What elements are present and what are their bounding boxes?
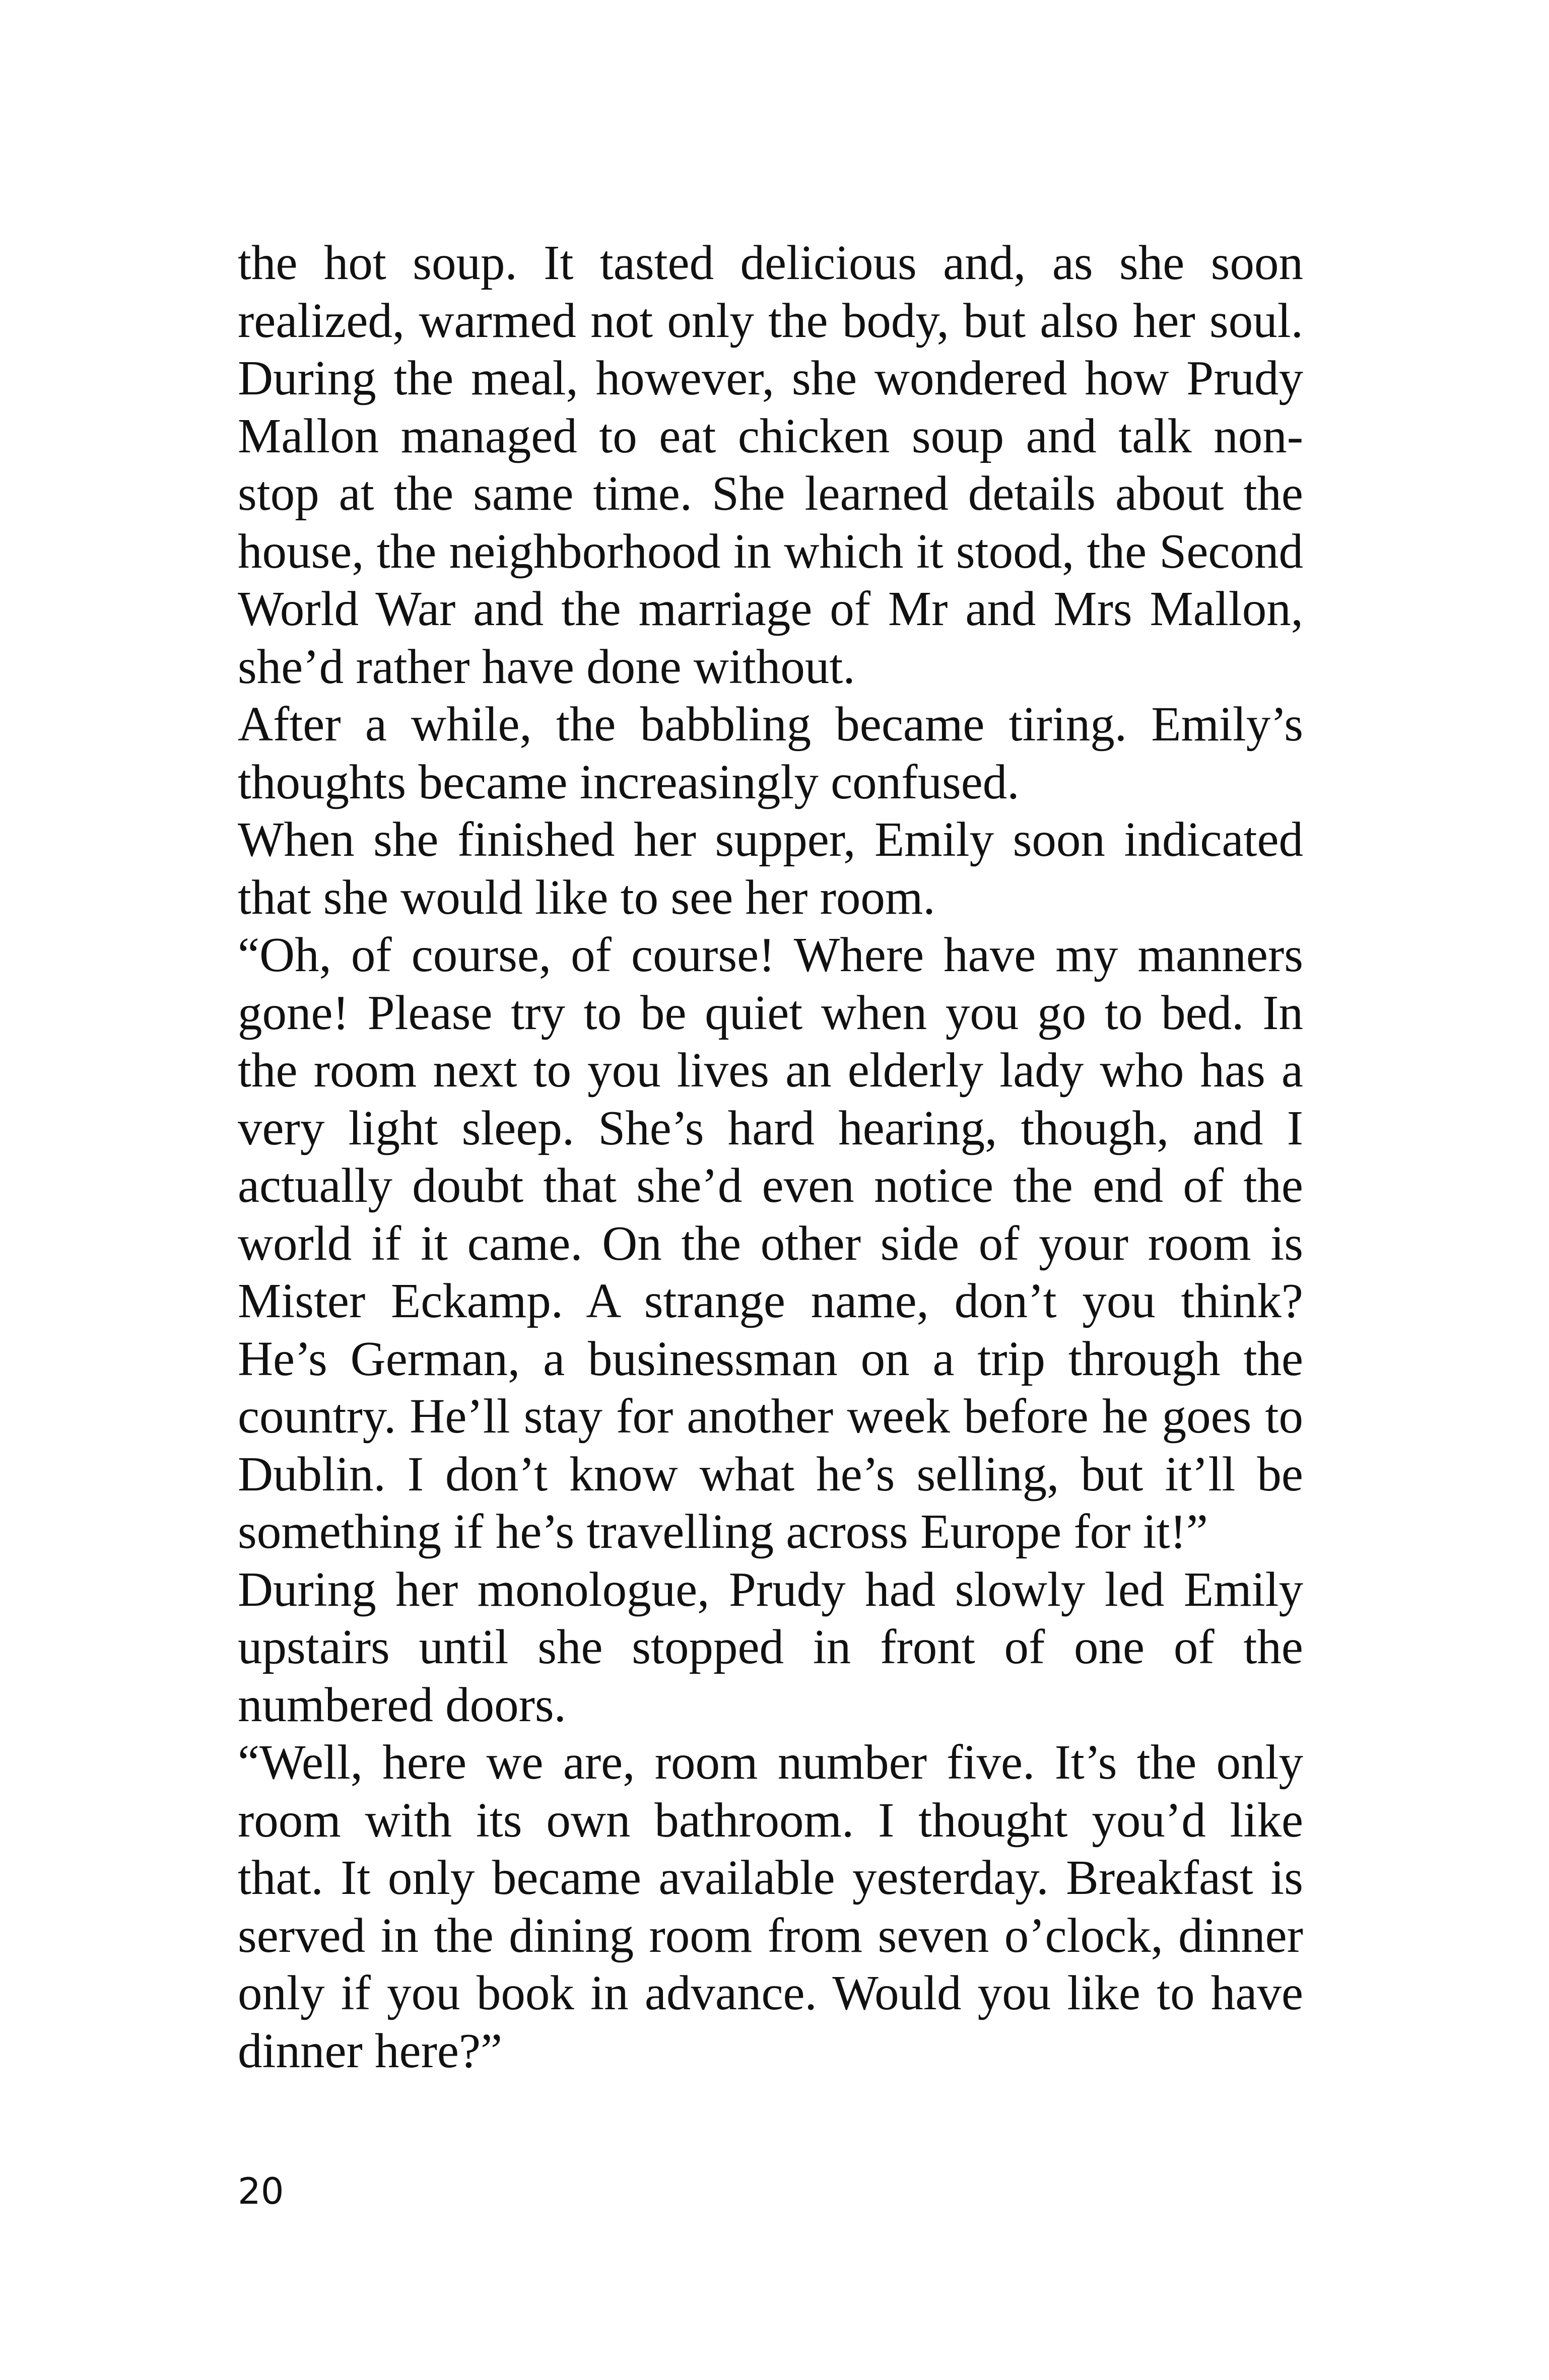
paragraph-monologue: During her monologue, Prudy had slowly led Emily upstairs until she stopped in front of one of the numbered doors.	[238, 1562, 1303, 1732]
paragraph-supper: When she finished her supper, Emily soon indicated that she would like to see her room.	[238, 812, 1303, 924]
body-text	[238, 234, 1303, 2080]
paragraph-room-five: “Well, here we are, room number five. It’s the only room with its own bathroom. I thought you’d like that. It only became available yesterday. Breakfast is served in the dining room from seven o’clock, dinner only if you book in advance. Would you like to have dinner here?”	[238, 1735, 1303, 2078]
paragraph-babbling: After a while, the babbling became tiring. Emily’s thoughts became increasingly confused.	[238, 697, 1303, 809]
paragraph-prudy-speech: “Oh, of course, of course! Where have my manners gone! Please try to be quiet when you go to bed. In the room next to you lives an elderly lady who has a very light sleep. She’s hard hearing, though, and I actually doubt that she’d even notice the end of the world if it came. On the other side of your room is Mister Eckamp. A strange name, don’t you think? He’s German, a businessman on a trip through the country. He’ll stay for another week before he goes to Dublin. I don’t know what he’s selling, but it’ll be something if he’s travelling across Europe for it!”	[238, 928, 1303, 1558]
paragraph-soup: the hot soup. It tasted delicious and, as she soon realized, warmed not only the body, but also her soul. During the meal, however, she wondered how Prudy Mallon managed to eat chicken soup and talk non-stop at the same time. She learned details about the house, the neighborhood in which it stood, the Second World War and the marriage of Mr and Mrs Mallon, she’d rather have done without.	[238, 236, 1303, 694]
page-number: 20	[238, 2170, 284, 2212]
